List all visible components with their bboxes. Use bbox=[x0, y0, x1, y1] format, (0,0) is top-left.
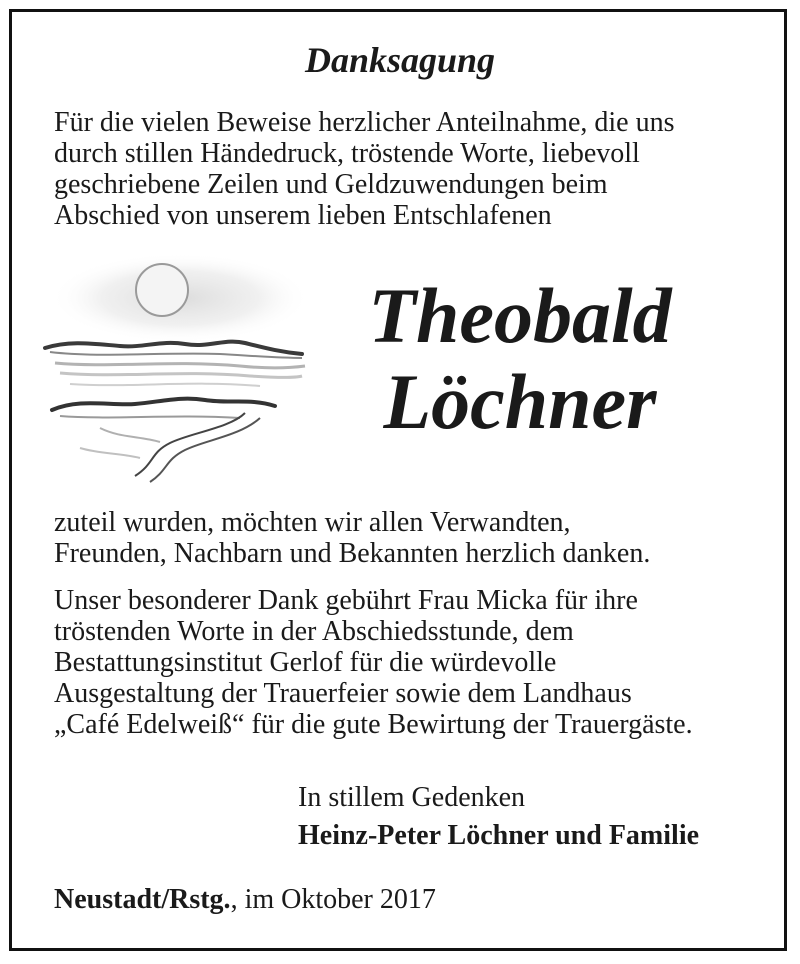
text-line: Ausgestaltung der Trauerfeier sowie dem Landhaus bbox=[54, 678, 632, 709]
deceased-last-name: Löchner bbox=[383, 358, 657, 445]
closing-greeting: In stillem Gedenken bbox=[298, 782, 526, 813]
place-date-line bbox=[54, 884, 436, 915]
text-line: zuteil wurden, möchten wir allen Verwandten, bbox=[54, 507, 571, 538]
sunset-landscape-illustration bbox=[40, 248, 310, 488]
text-line: Unser besonderer Dank gebührt Frau Micka für ihre bbox=[54, 585, 638, 616]
text-line: „Café Edelweiß“ für die gute Bewirtung der Trauergäste. bbox=[54, 709, 693, 740]
text-line: Freunden, Nachbarn und Bekannten herzlich danken. bbox=[54, 538, 651, 569]
text-line: durch stillen Händedruck, tröstende Worte, liebevoll bbox=[54, 138, 640, 169]
thanks-paragraph bbox=[54, 507, 754, 569]
place-name: Neustadt/Rstg. bbox=[54, 884, 231, 915]
text-line: Bestattungsinstitut Gerlof für die würdevolle bbox=[54, 647, 557, 678]
special-thanks-paragraph bbox=[54, 585, 754, 740]
text-line: Abschied von unserem lieben Entschlafenen bbox=[54, 200, 552, 231]
text-line: tröstenden Worte in der Abschiedsstunde, dem bbox=[54, 616, 574, 647]
notice-title: Danksagung bbox=[304, 40, 496, 80]
text-line: Für die vielen Beweise herzlicher Anteilnahme, die uns bbox=[54, 107, 675, 138]
family-signature: Heinz-Peter Löchner und Familie bbox=[298, 820, 700, 851]
date-text: , im Oktober 2017 bbox=[230, 884, 436, 915]
deceased-first-name: Theobald bbox=[368, 272, 672, 359]
text-line: geschriebene Zeilen und Geldzuwendungen beim bbox=[54, 169, 608, 200]
intro-paragraph bbox=[54, 107, 754, 231]
